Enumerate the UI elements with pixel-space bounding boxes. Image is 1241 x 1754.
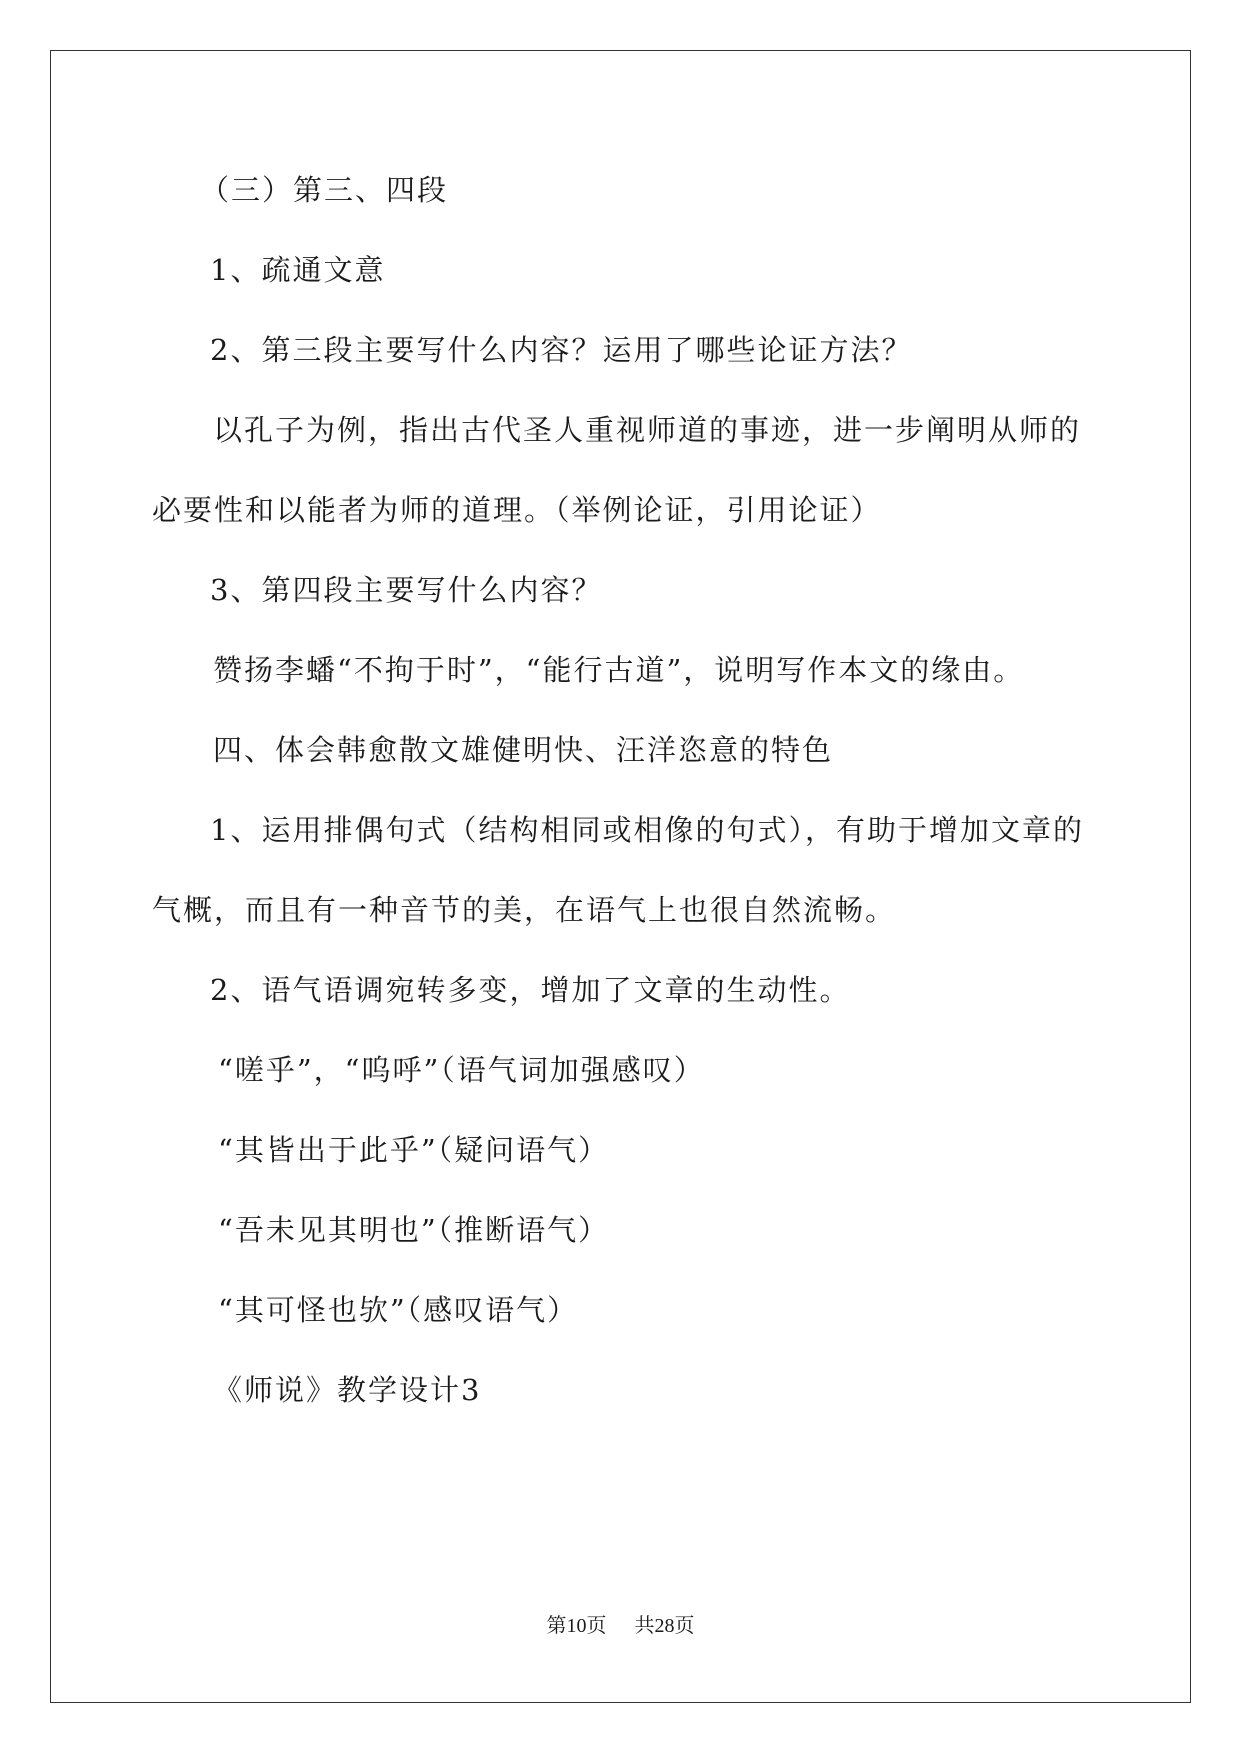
list-item: 1、疏通文意: [210, 253, 386, 287]
section-heading: （三）第三、四段: [200, 173, 449, 207]
quote-example: “嗟乎”，“呜呼”（语气词加强感叹）: [218, 1053, 705, 1087]
page-border: [50, 50, 1191, 1703]
document-title: 《师说》教学设计3: [213, 1373, 482, 1407]
page-number: 第10页: [546, 1615, 607, 1637]
list-item: 2、第三段主要写什么内容？运用了哪些论证方法？: [210, 333, 913, 367]
list-item: 2、语气语调宛转多变，增加了文章的生动性。: [210, 973, 851, 1007]
paragraph-line: 赞扬李蟠“不拘于时”，“能行古道”，说明写作本文的缘由。: [213, 653, 1025, 687]
page-total: 共28页: [634, 1615, 695, 1637]
paragraph-line: 气概，而且有一种音节的美，在语气上也很自然流畅。: [152, 893, 897, 927]
quote-example: “吾未见其明也”（推断语气）: [218, 1213, 610, 1247]
paragraph-line: 以孔子为例，指出古代圣人重视师道的事迹，进一步阐明从师的: [213, 413, 1082, 447]
page-footer: [0, 1612, 1241, 1640]
section-heading: 四、体会韩愈散文雄健明快、汪洋恣意的特色: [213, 733, 834, 767]
paragraph-line: 必要性和以能者为师的道理。（举例论证，引用论证）: [152, 493, 882, 527]
list-item: 3、第四段主要写什么内容？: [210, 573, 603, 607]
list-item: 1、运用排偶句式（结构相同或相像的句式），有助于增加文章的: [210, 813, 1084, 847]
quote-example: “其皆出于此乎”（疑问语气）: [218, 1133, 610, 1167]
quote-example: “其可怪也欤”（感叹语气）: [218, 1293, 579, 1327]
